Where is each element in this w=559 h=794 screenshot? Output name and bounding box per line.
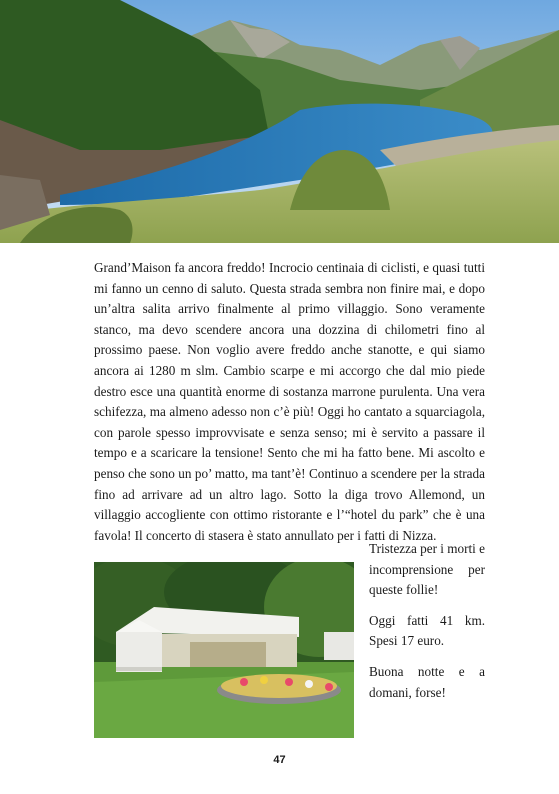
lake-mountain-photo [0,0,559,243]
side-column [369,539,485,713]
page-number: 47 [273,754,286,766]
daily-stats-paragraph: Oggi fatti 41 km. Spesi 17 euro. [369,612,485,649]
goodnight-paragraph: Buona notte e a domani, forse! [369,663,485,700]
tent-garden-photo [94,562,354,738]
main-paragraph: Grand’Maison fa ancora freddo! Incrocio centinaia di ciclisti, e quasi tutti mi fanno un cenno di saluto. Questa strada sembra non finire mai, e dopo un’altra salita arrivo finalmente al primo villaggio. Sono veramente stanco, ma devo scendere ancora una dozzina di chilometri fino al prossimo paese. Non voglio avere freddo anche stanotte, e qui siamo ancora ai 1280 m slm. Cambio scarpe e mi accorgo che dal mio piede destro esce una quantità enorme di sostanza marrone purulenta. Una vera schifezza, ma almeno adesso non c’è più! Oggi ho cantato a squarciagola, con parole spesso improvvisate e senza senso; mi è servito a passare il tempo e a scaricare la tensione! Sento che mi ha fatto bene. Mi ascolto e penso che sono un po’ matto, ma tant’è! Continuo a scendere per la strada fino ad arrivare ad un altro lago. Sotto la diga trovo Allemond, un villaggio accogliente con ottimo ristorante e l’“hotel du park” che è una favola! Il concerto di stasera è stato annullato per i fatti di Nizza. [94,260,485,543]
sadness-paragraph: Tristezza per i morti e incomprensione per queste follie! [369,541,485,598]
